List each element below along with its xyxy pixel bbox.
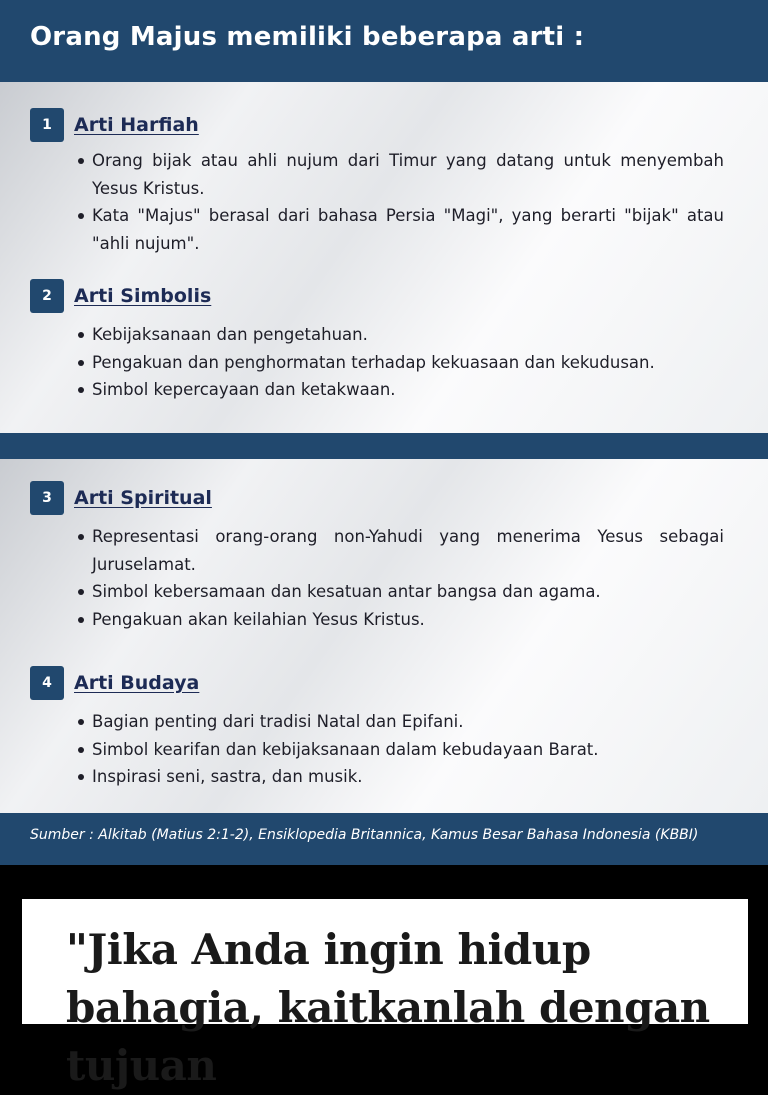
section-arti-harfiah bbox=[30, 108, 730, 257]
section-number-badge: 1 bbox=[30, 108, 64, 142]
content-panel-bottom bbox=[0, 459, 768, 813]
list-item: Simbol kebersamaan dan kesatuan antar bangsa dan agama. bbox=[92, 578, 724, 606]
section-title: Arti Harfiah bbox=[74, 114, 199, 136]
list-item: Simbol kepercayaan dan ketakwaan. bbox=[92, 376, 724, 404]
section-header bbox=[30, 108, 730, 142]
quote-card bbox=[22, 899, 748, 1090]
list-item: Simbol kearifan dan kebijaksanaan dalam kebudayaan Barat. bbox=[92, 736, 724, 764]
section-number-badge: 2 bbox=[30, 279, 64, 313]
bullet-list bbox=[30, 147, 730, 257]
section-divider bbox=[0, 433, 768, 459]
bullet-list bbox=[30, 321, 730, 404]
section-header bbox=[30, 481, 730, 515]
list-item: Bagian penting dari tradisi Natal dan Epifani. bbox=[92, 708, 724, 736]
section-title: Arti Budaya bbox=[74, 672, 200, 694]
source-footer bbox=[0, 813, 768, 865]
section-number-badge: 3 bbox=[30, 481, 64, 515]
source-text: Sumber : Alkitab (Matius 2:1-2), Ensiklopedia Britannica, Kamus Besar Bahasa Indonesia (KBBI) bbox=[30, 827, 699, 843]
content-panel-top bbox=[0, 82, 768, 433]
page-header bbox=[0, 0, 768, 82]
section-arti-simbolis bbox=[30, 279, 730, 404]
section-title: Arti Spiritual bbox=[74, 487, 212, 509]
section-title: Arti Simbolis bbox=[74, 285, 212, 307]
list-item: Inspirasi seni, sastra, dan musik. bbox=[92, 763, 724, 791]
bullet-list bbox=[30, 523, 730, 633]
section-arti-spiritual bbox=[30, 481, 730, 633]
section-header bbox=[30, 666, 730, 700]
bullet-list bbox=[30, 708, 730, 791]
list-item: Representasi orang-orang non-Yahudi yang menerima Yesus sebagai Juruselamat. bbox=[92, 523, 724, 578]
section-number-badge: 4 bbox=[30, 666, 64, 700]
quote-text: "Jika Anda ingin hidup bahagia, kaitkanlah dengan tujuan bbox=[66, 925, 710, 1090]
list-item: Orang bijak atau ahli nujum dari Timur yang datang untuk menyembah Yesus Kristus. bbox=[92, 147, 724, 202]
section-arti-budaya bbox=[30, 666, 730, 791]
section-header bbox=[30, 279, 730, 313]
list-item: Pengakuan akan keilahian Yesus Kristus. bbox=[92, 606, 724, 634]
list-item: Pengakuan dan penghormatan terhadap kekuasaan dan kekudusan. bbox=[92, 349, 724, 377]
page-title: Orang Majus memiliki beberapa arti : bbox=[30, 22, 585, 52]
list-item: Kebijaksanaan dan pengetahuan. bbox=[92, 321, 724, 349]
list-item: Kata "Majus" berasal dari bahasa Persia "Magi", yang berarti "bijak" atau "ahli nujum". bbox=[92, 202, 724, 257]
